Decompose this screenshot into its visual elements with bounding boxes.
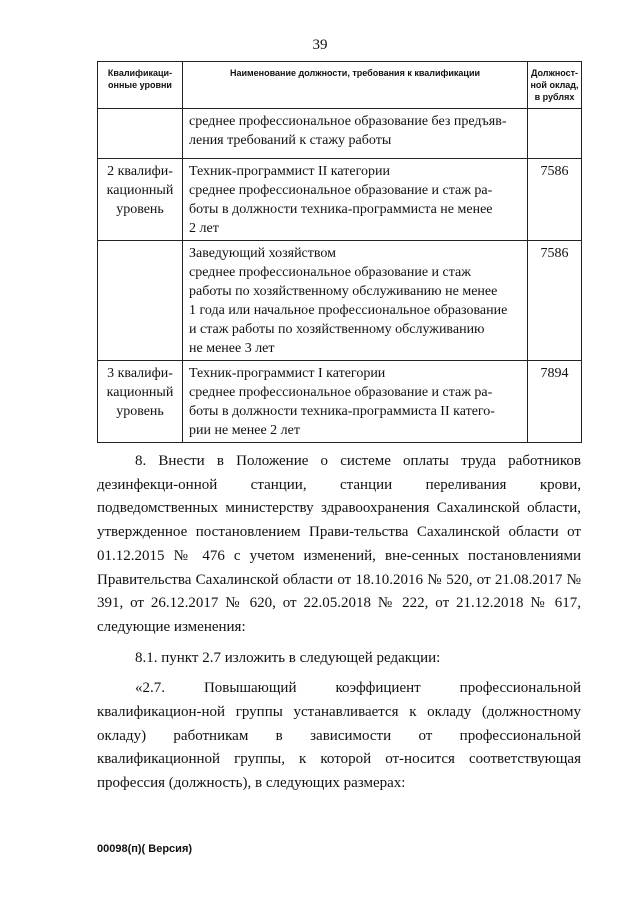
qualification-level: 3 квалифи-кационный уровень [98,361,183,443]
description-line: среднее профессиональное образование без предъяв- [189,114,507,129]
description-line: среднее профессиональное образование и стаж ра- [189,385,493,400]
salary-value [528,109,582,159]
description-line: среднее профессиональное образование и стаж [189,265,471,280]
qualification-level: 2 квалифи-кационный уровень [98,159,183,241]
description-line: работы по хозяйственному обслуживанию не менее [189,284,498,299]
description-line: не менее 3 лет [189,341,275,356]
salary-value: 7894 [528,361,582,443]
header-position-requirements: Наименование должности, требования к квалификации [183,62,528,109]
document-footer-code: 00098(п)( Версия) [97,843,193,855]
description-line: боты в должности техника-программиста II катего- [189,404,495,419]
qualification-level [98,109,183,159]
salary-value: 7586 [528,241,582,361]
header-salary: Должност-ной оклад, в рублях [528,62,582,109]
paragraph-item-8: 8. Внести в Положение о системе оплаты труда работников дезинфекци-онной станции, станции переливания крови, подведомственных министерству здравоохранения Сахалинской области, утвержденное постановлением Прави-тельства Сахалинской области от 01.12.2015 № 476 с учетом изменений, вне-сенных постановлениями Правительства Сахалинской области от 18.10.2016 № 520, от 21.08.2017 № 391, от 26.12.2017 № 620, от 22.05.2018 № 222, от 21.12.2018 № 617, следующие изменения: [97,453,581,635]
description-line: среднее профессиональное образование и стаж ра- [189,183,493,198]
paragraph-item-8-1: 8.1. пункт 2.7 изложить в следующей редакции: [135,649,441,666]
page-number: 39 [312,37,328,53]
description-line: боты в должности техника-программиста не менее [189,202,493,217]
table-header-row [98,62,582,109]
position-title: Техник-программист I категории [189,366,386,381]
description-line: рии не менее 2 лет [189,423,301,438]
description-line: 1 года или начальное профессиональное образование [189,303,508,318]
position-description [183,361,528,443]
table-row [98,159,582,241]
salary-value: 7586 [528,159,582,241]
table-row [98,241,582,361]
position-title: Техник-программист II категории [189,164,390,179]
paragraph-item-2-7: «2.7. Повышающий коэффициент профессиональной квалификацион-ной группы устанавливается к окладу (должностному окладу) работникам в зависимости от профессиональной квалификационной группы, к которой от-носится соответствующая профессия (должность), в следующих размерах: [97,680,581,792]
document-body [97,450,581,796]
position-description [183,241,528,361]
table-row [98,109,582,159]
header-qualification-levels: Квалификаци-онные уровни [98,62,183,109]
qualification-table [97,61,582,443]
position-description [183,159,528,241]
position-title: Заведующий хозяйством [189,246,336,261]
description-line: ления требований к стажу работы [189,133,392,148]
table-row [98,361,582,443]
description-line: и стаж работы по хозяйственному обслуживанию [189,322,485,337]
description-line: 2 лет [189,221,219,236]
qualification-level [98,241,183,361]
position-description [183,109,528,159]
